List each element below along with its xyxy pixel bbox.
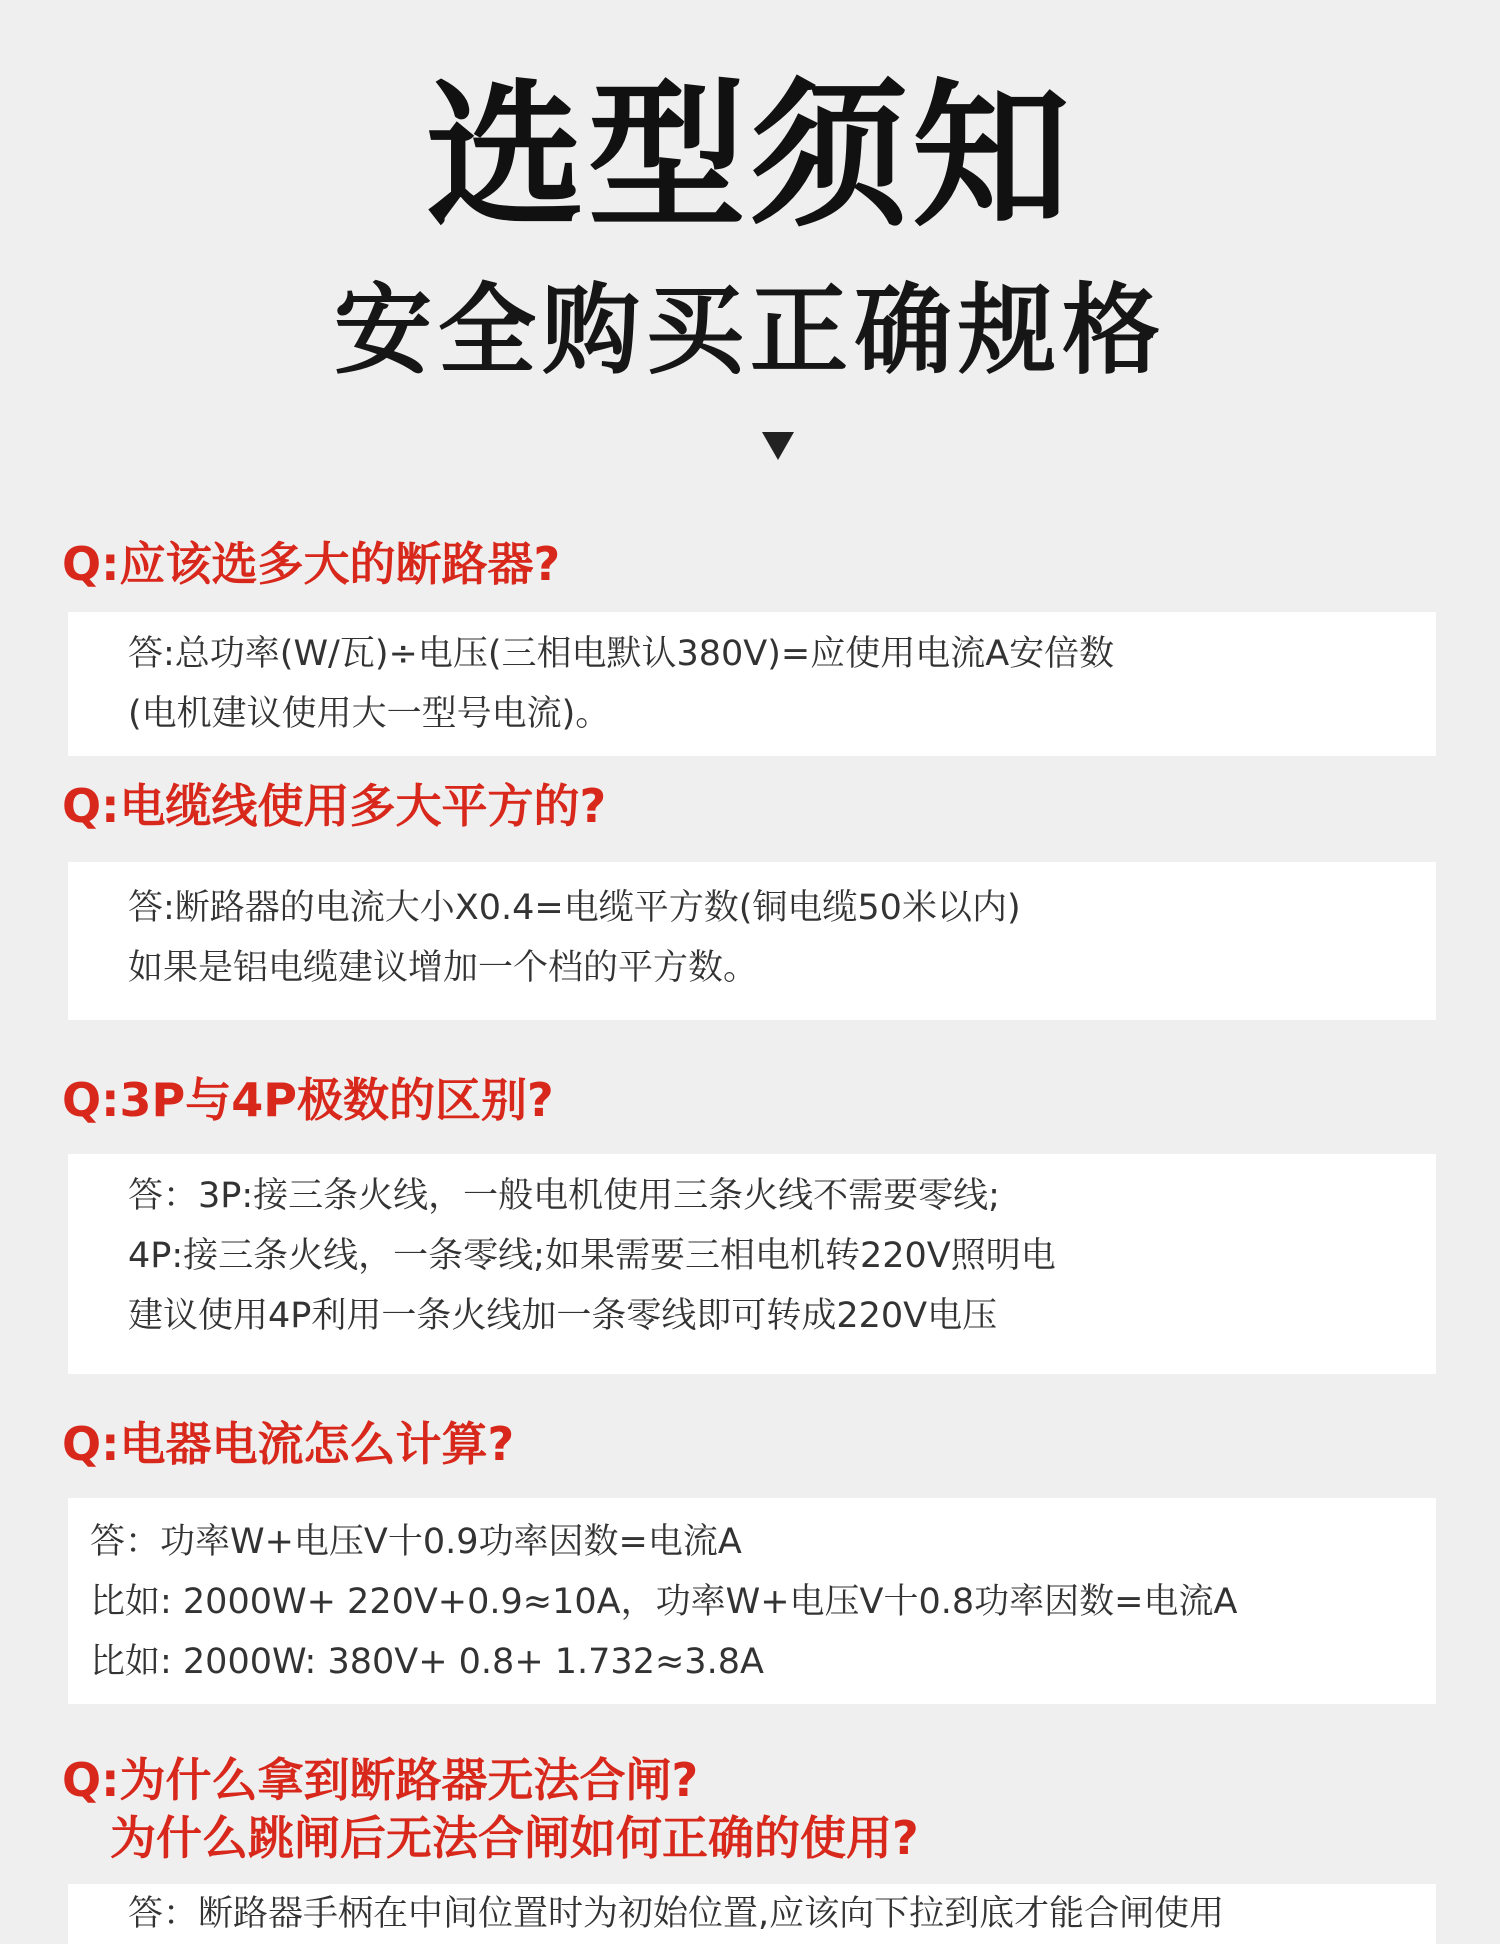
page-title: 选型须知 (426, 65, 1074, 249)
faq-question-5-line2: 为什么跳闸后无法合闸如何正确的使用? (110, 1810, 919, 1865)
faq-question-5-line1: Q:为什么拿到断路器无法合闸? (62, 1753, 699, 1807)
answer-line: 答：功率W+电压V十0.9功率因数=电流A (90, 1522, 742, 1562)
faq-question-2: Q:电缆线使用多大平方的? (62, 779, 607, 833)
faq-question-4: Q:电器电流怎么计算? (62, 1417, 515, 1471)
answer-line: 答：断路器手柄在中间位置时为初始位置,应该向下拉到底才能合闸使用 (128, 1894, 1225, 1934)
faq-answer-1 (68, 612, 1436, 756)
answer-line: 答：3P:接三条火线，一般电机使用三条火线不需要零线; (128, 1176, 1000, 1216)
faq-question-5 (62, 1752, 919, 1867)
answer-line: 答:断路器的电流大小X0.4=电缆平方数(铜电缆50米以内) (128, 888, 1021, 928)
answer-line: 答:总功率(W/瓦)÷电压(三相电默认380V)=应使用电流A安倍数 (128, 634, 1115, 674)
faq-question-3: Q:3P与4P极数的区别? (62, 1073, 554, 1127)
down-arrow-icon (762, 432, 794, 460)
answer-line: 比如: 2000W: 380V+ 0.8+ 1.732≈3.8A (90, 1642, 764, 1682)
faq-answer-4 (68, 1498, 1436, 1704)
answer-line: 4P:接三条火线，一条零线;如果需要三相电机转220V照明电 (128, 1236, 1056, 1276)
page-subtitle: 安全购买正确规格 (333, 274, 1166, 388)
answer-line: 建议使用4P利用一条火线加一条零线即可转成220V电压 (128, 1296, 998, 1336)
faq-question-1: Q:应该选多大的断路器? (62, 537, 561, 591)
faq-answer-2 (68, 862, 1436, 1020)
faq-answer-3 (68, 1154, 1436, 1374)
answer-line: 如果是铝电缆建议增加一个档的平方数。 (128, 948, 759, 988)
faq-answer-5 (68, 1884, 1436, 1944)
answer-line: (电机建议使用大一型号电流)。 (128, 694, 611, 734)
answer-line: 比如: 2000W+ 220V+0.9≈10A，功率W+电压V十0.8功率因数=电流A (90, 1582, 1238, 1622)
